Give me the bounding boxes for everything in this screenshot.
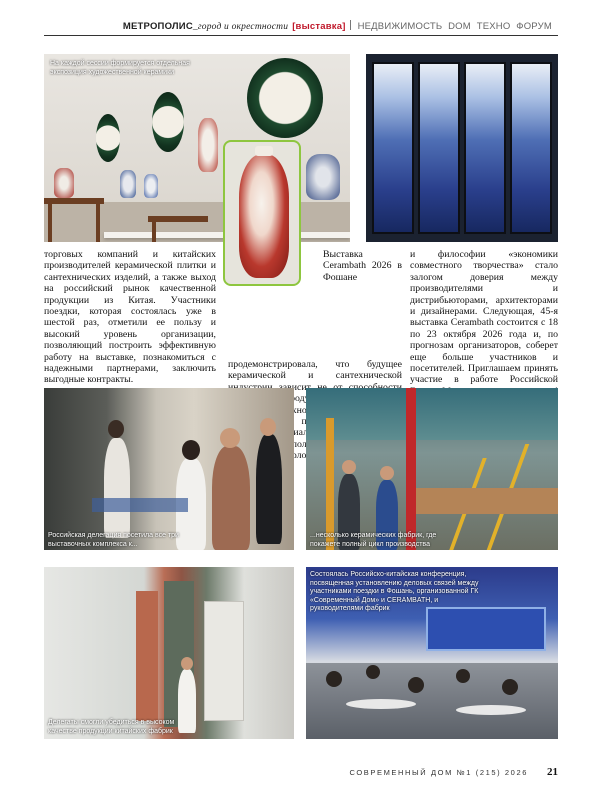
nav-separator	[350, 20, 351, 30]
caption-gallery: На каждой сессии формируется отдельная экспозиция художественной керамики	[50, 60, 190, 76]
caption-factories: ...несколько керамических фабрик, где покажете полный цикл производства	[310, 532, 437, 548]
decor-vase	[120, 170, 136, 198]
conveyor	[416, 488, 558, 514]
person	[178, 669, 196, 733]
section-techno: ТЕХНО	[476, 21, 511, 32]
wooden-table	[44, 198, 104, 204]
decor-vase	[144, 174, 158, 198]
person-head	[260, 418, 276, 436]
wooden-table	[148, 216, 208, 222]
photo-conference	[306, 567, 558, 739]
section-current: [выставка]	[292, 21, 346, 32]
art-panel	[464, 62, 506, 234]
art-panel	[372, 62, 414, 234]
round-table	[346, 699, 416, 709]
person-head	[108, 420, 124, 438]
caption-delegates: Делегаты смогли убедиться в высоком качестве продукции китайских фабрик	[48, 719, 175, 735]
decor-plate	[96, 114, 120, 162]
section-city: _город и окрестности	[192, 22, 289, 32]
table-leg	[48, 204, 52, 242]
person-head	[220, 428, 240, 448]
art-panel	[418, 62, 460, 234]
person-head	[181, 657, 193, 670]
person	[256, 434, 282, 544]
article-paragraph: торговых компаний и китайских производителей керамической плитки и сантехнических изделий, а также выход на российский рынок качественной продукции из Китая. Участники поездки, которая состоялась уже в шестой раз, отметили ее пользу и высокий уровень организации, позволяющий построить эффективную работу на выставке, познакомиться с надежными партнерами, заключить выгодные контракты.	[44, 249, 216, 386]
decor-vase	[198, 118, 218, 172]
photo-delegation-visit	[44, 388, 294, 550]
person-head	[502, 679, 518, 695]
person-head	[326, 671, 342, 687]
article-text: и философии «экономики совместного творчества» стало залогом доверия между производителями и дистрибьюторами, архитекторами и дизайнерами. Следующая, 45-я выставка Cerambath состоится с 18 по 23 октября 2026 года и, по прогнозам организаторов, соберет еще больше участников и посетителей. Приглашаем принять участие в работе Российской	[410, 249, 558, 386]
person-head	[456, 669, 470, 683]
person	[212, 446, 250, 550]
section-metro: МЕТРОПОЛИС	[122, 21, 193, 32]
red-column	[406, 388, 416, 550]
page-number: 21	[547, 766, 558, 778]
art-panel	[510, 62, 552, 234]
header-rule	[44, 35, 558, 36]
person-head	[380, 466, 394, 480]
caption-delegation: Российская делегация посетила все три выставочных комплекса к...	[48, 532, 179, 548]
person-head	[408, 677, 424, 693]
article-column-1	[44, 249, 216, 386]
person-head	[366, 665, 380, 679]
ceramic-slab	[204, 601, 244, 721]
table-leg	[96, 204, 100, 242]
running-header	[44, 18, 558, 36]
decor-vase	[54, 168, 74, 198]
photo-factory	[306, 388, 558, 550]
section-nav	[123, 20, 552, 32]
table-leg	[152, 222, 156, 242]
photo-showroom	[44, 567, 294, 739]
page-footer	[300, 766, 558, 780]
section-realty: НЕДВИЖИМОСТЬ	[357, 21, 443, 32]
section-forum: ФОРУМ	[516, 21, 552, 32]
article-paragraph: Выставка Cerambath 2026 в Фошане продемонстрировала, что будущее керамической и сантехнической зависит продукт, технологий	[228, 249, 402, 462]
decor-plate	[152, 92, 184, 152]
photo-blue-panels	[366, 54, 558, 242]
factory-ceiling	[306, 388, 558, 440]
dragon-vase	[239, 154, 289, 278]
floor-rug	[92, 498, 188, 512]
person-head	[342, 460, 356, 474]
round-table	[456, 705, 526, 715]
yellow-column	[326, 418, 334, 550]
magazine-issue: СОВРЕМЕННЫЙ ДОМ №1 (215) 2026	[349, 768, 528, 777]
decor-plate	[247, 58, 323, 138]
caption-conference: Состоялась Российско-китайская конференция, посвященная установлению деловых связей между участниками поездки в Фошань, организованной ГК «Современный Дом» и CERAMBATH, и руководителями фабрик	[310, 571, 479, 612]
person	[104, 438, 130, 538]
audience	[306, 663, 558, 739]
ceramic-slab	[136, 591, 158, 721]
photo-dragon-vase	[223, 140, 301, 286]
person-head	[182, 440, 200, 460]
photo-ceramics-gallery	[44, 54, 350, 242]
conference-screen	[426, 607, 546, 651]
section-dom: DOM	[448, 21, 471, 32]
decor-vase	[306, 154, 340, 200]
